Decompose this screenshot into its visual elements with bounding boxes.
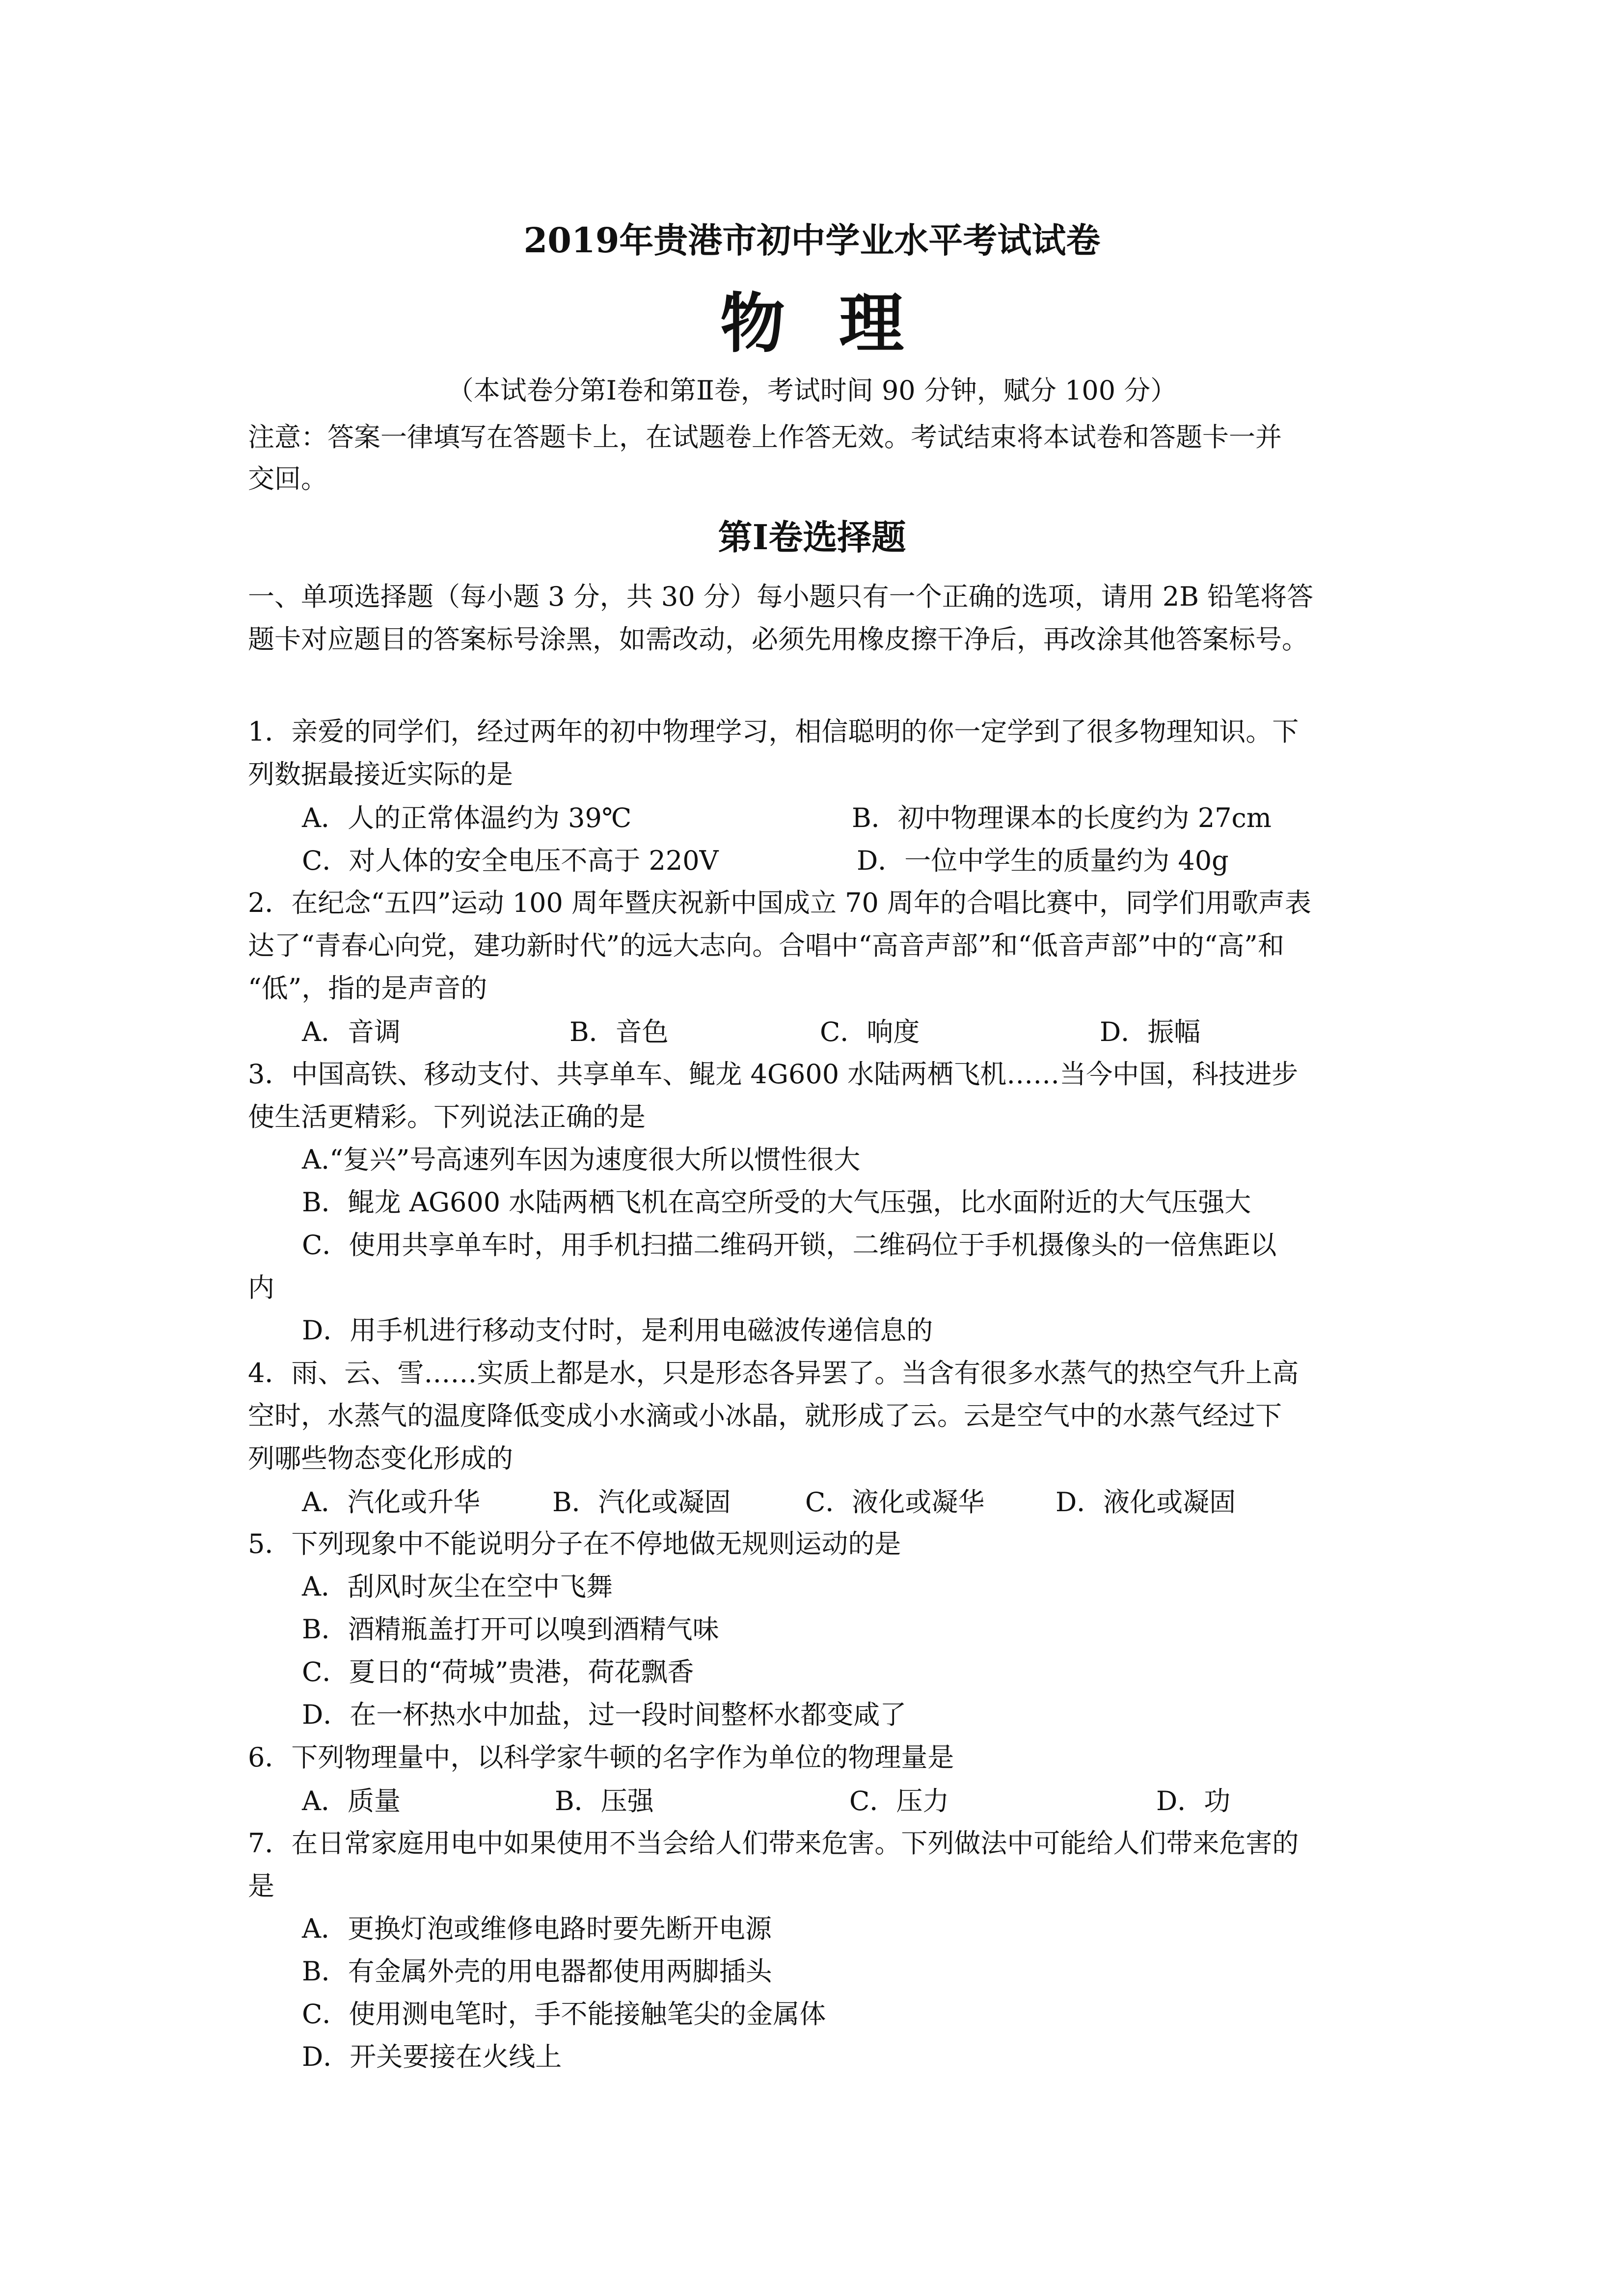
- q2-option-a: A．音调: [302, 1016, 401, 1047]
- q5-option-b: B．酒精瓶盖打开可以嗅到酒精气味: [302, 1614, 719, 1645]
- q1-stem-line-2: 列数据最接近实际的是: [248, 759, 513, 790]
- q7-option-c: C．使用测电笔时，手不能接触笔尖的金属体: [302, 1999, 826, 2029]
- q7-stem-line-1: 7．在日常家庭用电中如果使用不当会给人们带来危害。下列做法中可能给人们带来危害的: [248, 1828, 1299, 1859]
- q5-option-c: C．夏日的“荷城”贵港，荷花飘香: [302, 1656, 694, 1687]
- q4-stem-line-1: 4．雨、云、雪……实质上都是水，只是形态各异罢了。当含有很多水蒸气的热空气升上高: [248, 1358, 1299, 1388]
- exam-subtitle: （本试卷分第Ⅰ卷和第Ⅱ卷，考试时间 90 分钟，赋分 100 分）: [447, 375, 1177, 406]
- q7-stem-line-2: 是: [248, 1870, 274, 1901]
- q3-option-c-line-1: C．使用共享单车时，用手机扫描二维码开锁，二维码位于手机摄像头的一倍焦距以: [302, 1229, 1277, 1260]
- q3-option-c-line-2: 内: [248, 1272, 274, 1303]
- q1-stem-line-1: 1．亲爱的同学们，经过两年的初中物理学习，相信聪明的你一定学到了很多物理知识。下: [248, 716, 1299, 747]
- q2-stem-line-3: “低”，指的是声音的: [248, 973, 487, 1004]
- q3-stem-line-2: 使生活更精彩。下列说法正确的是: [248, 1101, 646, 1132]
- section-instruction-line-1: 一、单项选择题（每小题 3 分，共 30 分）每小题只有一个正确的选项，请用 2B 铅笔将答: [248, 581, 1314, 612]
- q1-option-b: B．初中物理课本的长度约为 27cm: [852, 802, 1272, 833]
- q3-option-d: D．用手机进行移动支付时，是利用电磁波传递信息的: [302, 1315, 933, 1346]
- q6-option-c: C．压力: [849, 1786, 949, 1816]
- q4-option-a: A．汽化或升华: [302, 1487, 480, 1518]
- q6-stem: 6．下列物理量中，以科学家牛顿的名字作为单位的物理量是: [248, 1742, 954, 1773]
- q1-option-c: C．对人体的安全电压不高于 220V: [302, 845, 719, 876]
- q6-option-d: D．功: [1156, 1786, 1231, 1816]
- q2-option-c: C．响度: [820, 1016, 920, 1047]
- q4-stem-line-2: 空时，水蒸气的温度降低变成小水滴或小冰晶，就形成了云。云是空气中的水蒸气经过下: [248, 1400, 1282, 1431]
- notice-line-1: 注意：答案一律填写在答题卡上，在试题卷上作答无效。考试结束将本试卷和答题卡一并: [248, 422, 1282, 453]
- q3-option-a: A.“复兴”号高速列车因为速度很大所以惯性很大: [302, 1144, 861, 1175]
- q2-stem-line-1: 2．在纪念“五四”运动 100 周年暨庆祝新中国成立 70 周年的合唱比赛中，同学们用歌声表: [248, 887, 1312, 918]
- q7-option-d: D．开关要接在火线上: [302, 2041, 562, 2072]
- notice-line-2: 交回。: [248, 463, 327, 494]
- q4-option-c: C．液化或凝华: [805, 1487, 985, 1518]
- exam-title: 2019年贵港市初中学业水平考试试卷: [523, 220, 1101, 261]
- q4-option-d: D．液化或凝固: [1056, 1487, 1236, 1518]
- q5-stem: 5．下列现象中不能说明分子在不停地做无规则运动的是: [248, 1528, 901, 1559]
- q4-option-b: B．汽化或凝固: [552, 1487, 731, 1518]
- q7-option-b: B．有金属外壳的用电器都使用两脚插头: [302, 1956, 772, 1987]
- q2-stem-line-2: 达了“青春心向党，建功新时代”的远大志向。合唱中“高音声部”和“低音声部”中的“高”和: [248, 930, 1284, 961]
- section-instruction-line-2: 题卡对应题目的答案标号涂黑，如需改动，必须先用橡皮擦干净后，再改涂其他答案标号。: [248, 624, 1308, 655]
- q2-option-d: D．振幅: [1100, 1016, 1201, 1047]
- q2-option-b: B．音色: [569, 1016, 669, 1047]
- q3-option-b: B．鲲龙 AG600 水陆两栖飞机在高空所受的大气压强，比水面附近的大气压强大: [302, 1187, 1251, 1218]
- section-title: 第Ⅰ卷选择题: [718, 517, 906, 558]
- q5-option-d: D．在一杯热水中加盐，过一段时间整杯水都变咸了: [302, 1699, 907, 1730]
- q6-option-b: B．压强: [555, 1786, 654, 1816]
- q1-option-a: A．人的正常体温约为 39℃: [302, 802, 632, 833]
- q1-option-d: D．一位中学生的质量约为 40g: [857, 845, 1229, 876]
- subject-title: 物理: [720, 286, 958, 362]
- q4-stem-line-3: 列哪些物态变化形成的: [248, 1443, 513, 1474]
- q7-option-a: A．更换灯泡或维修电路时要先断开电源: [302, 1913, 772, 1944]
- q6-option-a: A．质量: [302, 1786, 401, 1816]
- q5-option-a: A．刮风时灰尘在空中飞舞: [302, 1571, 613, 1602]
- q3-stem-line-1: 3．中国高铁、移动支付、共享单车、鲲龙 4G600 水陆两栖飞机……当今中国，科技进步: [248, 1059, 1299, 1090]
